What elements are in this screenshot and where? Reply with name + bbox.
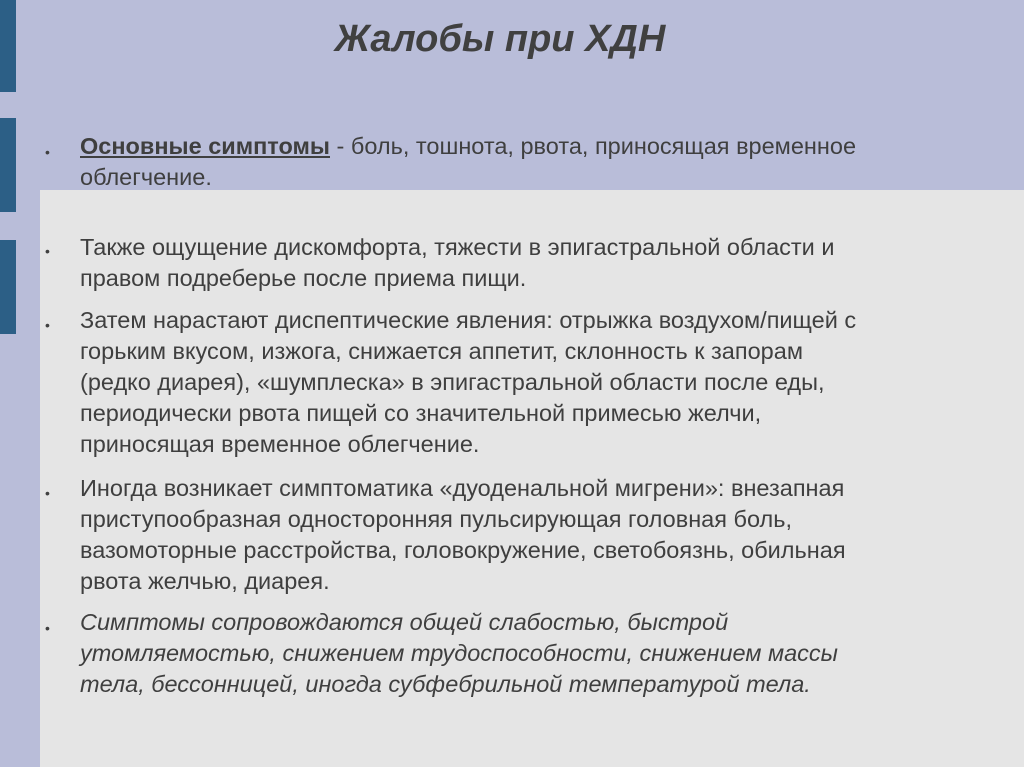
bullet-line: приносящая временное облегчение.	[80, 431, 480, 457]
bullet-line: Иногда возникает симптоматика «дуоденальной мигрени»: внезапная	[80, 475, 845, 501]
bullet-line: (редко диарея), «шумплеска» в эпигастральной области после еды,	[80, 369, 825, 395]
bullet-icon: •	[45, 243, 50, 259]
bullet-line: приступообразная односторонняя пульсирующая головная боль,	[80, 506, 792, 532]
bullet-line: утомляемостью, снижением трудоспособности, снижением массы	[80, 640, 838, 666]
bullet-icon: •	[45, 485, 50, 501]
bullet-text: - боль, тошнота, рвота, приносящая временное	[330, 133, 857, 159]
bullet-line: Симптомы сопровождаются общей слабостью, быстрой	[80, 609, 729, 635]
bullet-icon: •	[45, 317, 50, 333]
bullet-icon: •	[45, 620, 50, 636]
bullet-line: вазомоторные расстройства, головокружение, светобоязнь, обильная	[80, 537, 846, 563]
bullet-line: периодически рвота пищей со значительной примесью желчи,	[80, 400, 762, 426]
bullet-line: горьким вкусом, изжога, снижается аппетит, склонность к запорам	[80, 338, 803, 364]
slide-title: Жалобы при ХДН	[334, 18, 666, 60]
bullet-line: Также ощущение дискомфорта, тяжести в эпигастральной области и	[80, 234, 835, 260]
bullet-icon: •	[45, 144, 50, 160]
bullet-line	[80, 131, 856, 161]
bullet-line: правом подреберье после приема пищи.	[80, 265, 527, 291]
bullet-lead: Основные симптомы	[80, 133, 330, 159]
bullet-line: рвота желчью, диарея.	[80, 568, 330, 594]
bullet-line: облегчение.	[80, 164, 212, 190]
bullet-line: тела, бессонницей, иногда субфебрильной температурой тела.	[80, 671, 811, 697]
bullet-line: Затем нарастают диспептические явления: отрыжка воздухом/пищей с	[80, 307, 857, 333]
